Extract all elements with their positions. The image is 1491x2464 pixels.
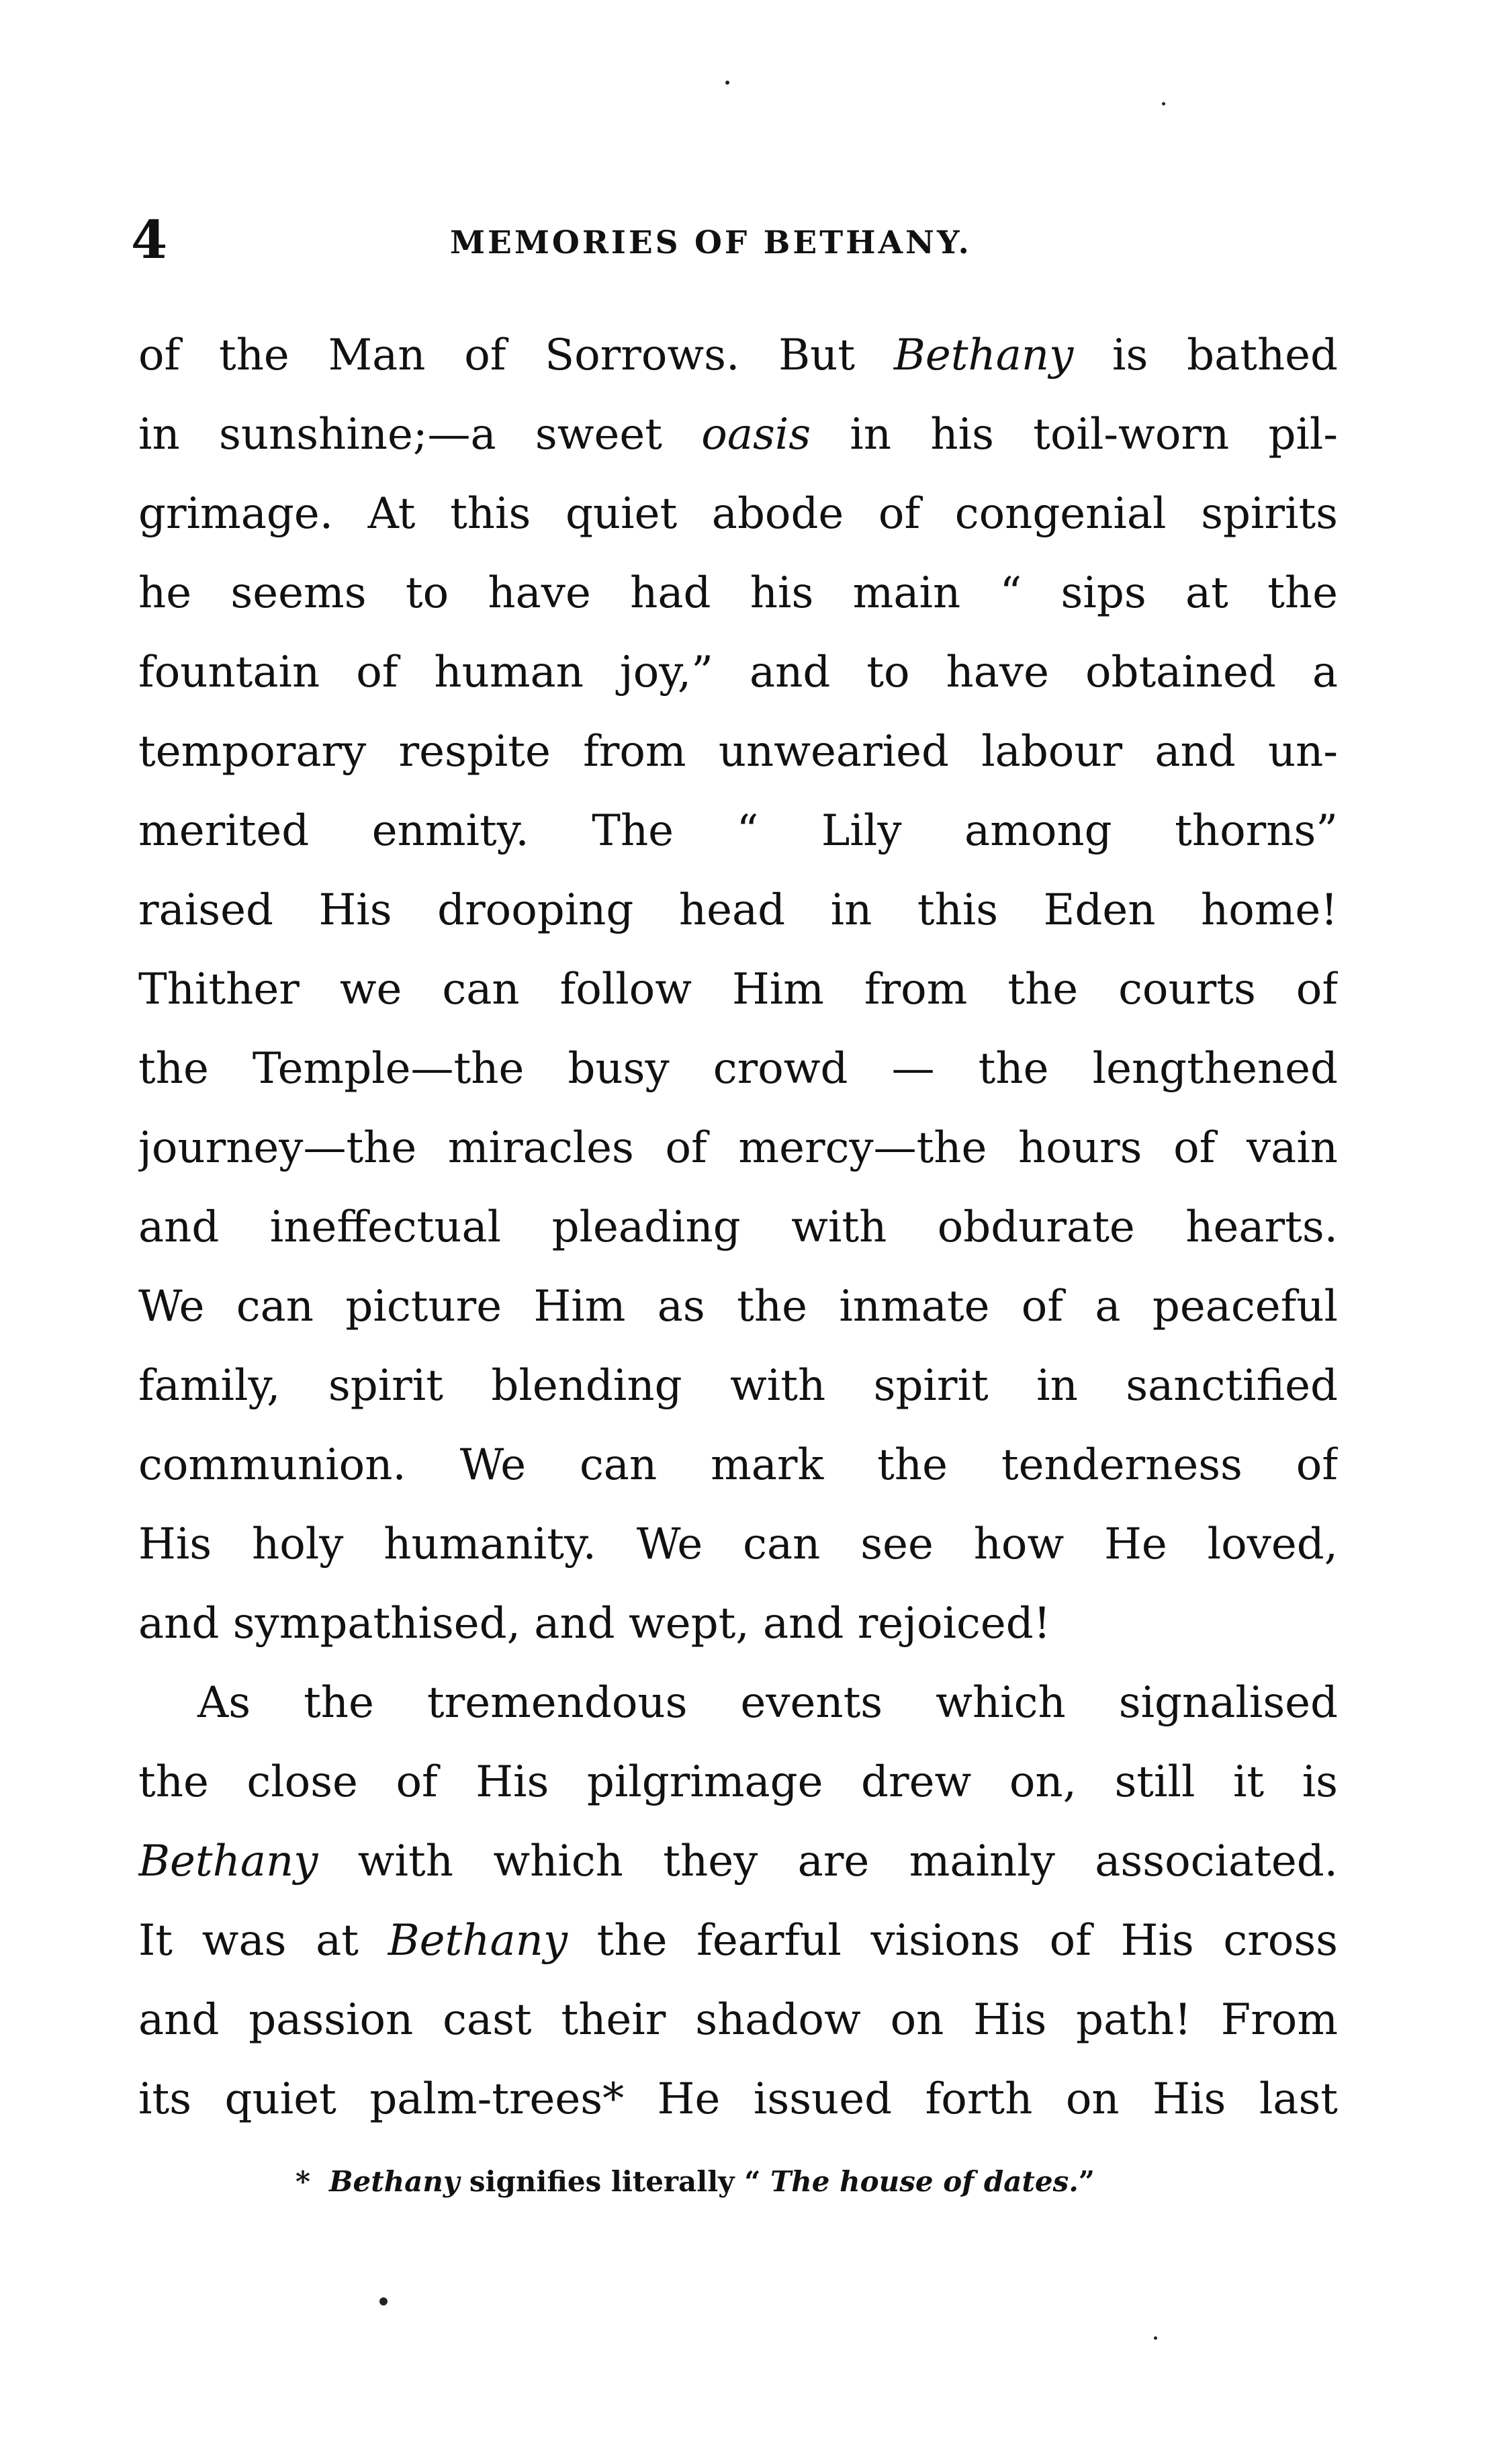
text-line [138,633,1338,712]
text-segment: temporary respite from unwearied labour and un- [138,727,1338,777]
italic-word: oasis [701,410,811,459]
page-header [131,210,1353,271]
text-line [138,871,1338,950]
italic-word: Bethany [138,1837,318,1886]
text-segment: As the tremendous events which signalised [197,1678,1338,1728]
text-segment: Thither we can follow Him from the courts of [138,965,1338,1014]
footnote-close: ” [1078,2165,1095,2198]
text-segment: His holy humanity. We can see how He loved, [138,1520,1338,1569]
text-segment: raised His drooping head in this Eden home! [138,885,1338,935]
text-segment: and sympathised, and wept, and rejoiced! [138,1599,1051,1648]
text-line [138,316,1338,395]
text-segment: with which they are mainly associated. [318,1837,1338,1886]
text-segment: grimage. At this quiet abode of congenial spirits [138,489,1338,539]
body-text [138,316,1338,2139]
text-segment: in his toil-worn pil- [811,410,1338,459]
text-line [138,950,1338,1029]
text-segment: and passion cast their shadow on His path! From [138,1995,1338,2045]
print-speck [1154,2336,1157,2340]
text-line [138,1029,1338,1108]
text-segment: family, spirit blending with spirit in sanctified [138,1361,1338,1411]
text-segment: he seems to have had his main “ sips at the [138,568,1338,618]
text-segment: It was at [138,1916,388,1966]
text-line [138,474,1338,554]
text-segment: We can picture Him as the inmate of a peaceful [138,1282,1338,1331]
text-segment: the fearful visions of His cross [568,1916,1338,1966]
text-line [138,554,1338,633]
text-segment: and ineffectual pleading with obdurate hearts. [138,1202,1338,1252]
footnote-phrase: The house of dates. [770,2165,1079,2198]
text-line [138,1505,1338,1584]
print-speck [725,81,729,85]
text-segment: in sunshine;—a sweet [138,410,702,459]
print-speck [379,2297,388,2305]
text-line [138,1584,1338,1663]
text-segment: its quiet palm-trees* He issued forth on His last [138,2074,1338,2124]
italic-word: Bethany [388,1916,568,1966]
text-line [138,1346,1338,1425]
text-line [138,395,1338,474]
text-line [138,1425,1338,1505]
footnote [296,2162,1236,2202]
text-line [138,1188,1338,1267]
footnote-term: Bethany [328,2165,460,2198]
text-segment: fountain of human joy,” and to have obtained a [138,648,1338,697]
text-line [138,712,1338,791]
text-line [138,1108,1338,1188]
text-line [138,1980,1338,2060]
text-segment: the Temple—the busy crowd — the lengthened [138,1044,1338,1094]
text-line [138,1822,1338,1901]
italic-word: Bethany [893,331,1074,380]
footnote-marker: * [296,2165,310,2198]
text-segment: merited enmity. The “ Lily among thorns” [138,806,1338,856]
text-line [138,1743,1338,1822]
text-line [138,1663,1338,1743]
print-speck [1162,102,1165,105]
text-line [138,1901,1338,1980]
text-segment: is bathed [1073,331,1338,380]
text-line [138,791,1338,871]
text-line [138,2060,1338,2139]
page-number: 4 [131,210,168,271]
text-segment: the close of His pilgrimage drew on, still it is [138,1757,1338,1807]
text-line [138,1267,1338,1346]
text-segment: journey—the miracles of mercy—the hours of vain [138,1123,1338,1173]
footnote-text: signifies literally “ [459,2165,770,2198]
running-head: MEMORIES OF BETHANY. [450,224,972,261]
text-segment: communion. We can mark the tenderness of [138,1440,1338,1490]
text-segment: of the Man of Sorrows. But [138,331,894,380]
